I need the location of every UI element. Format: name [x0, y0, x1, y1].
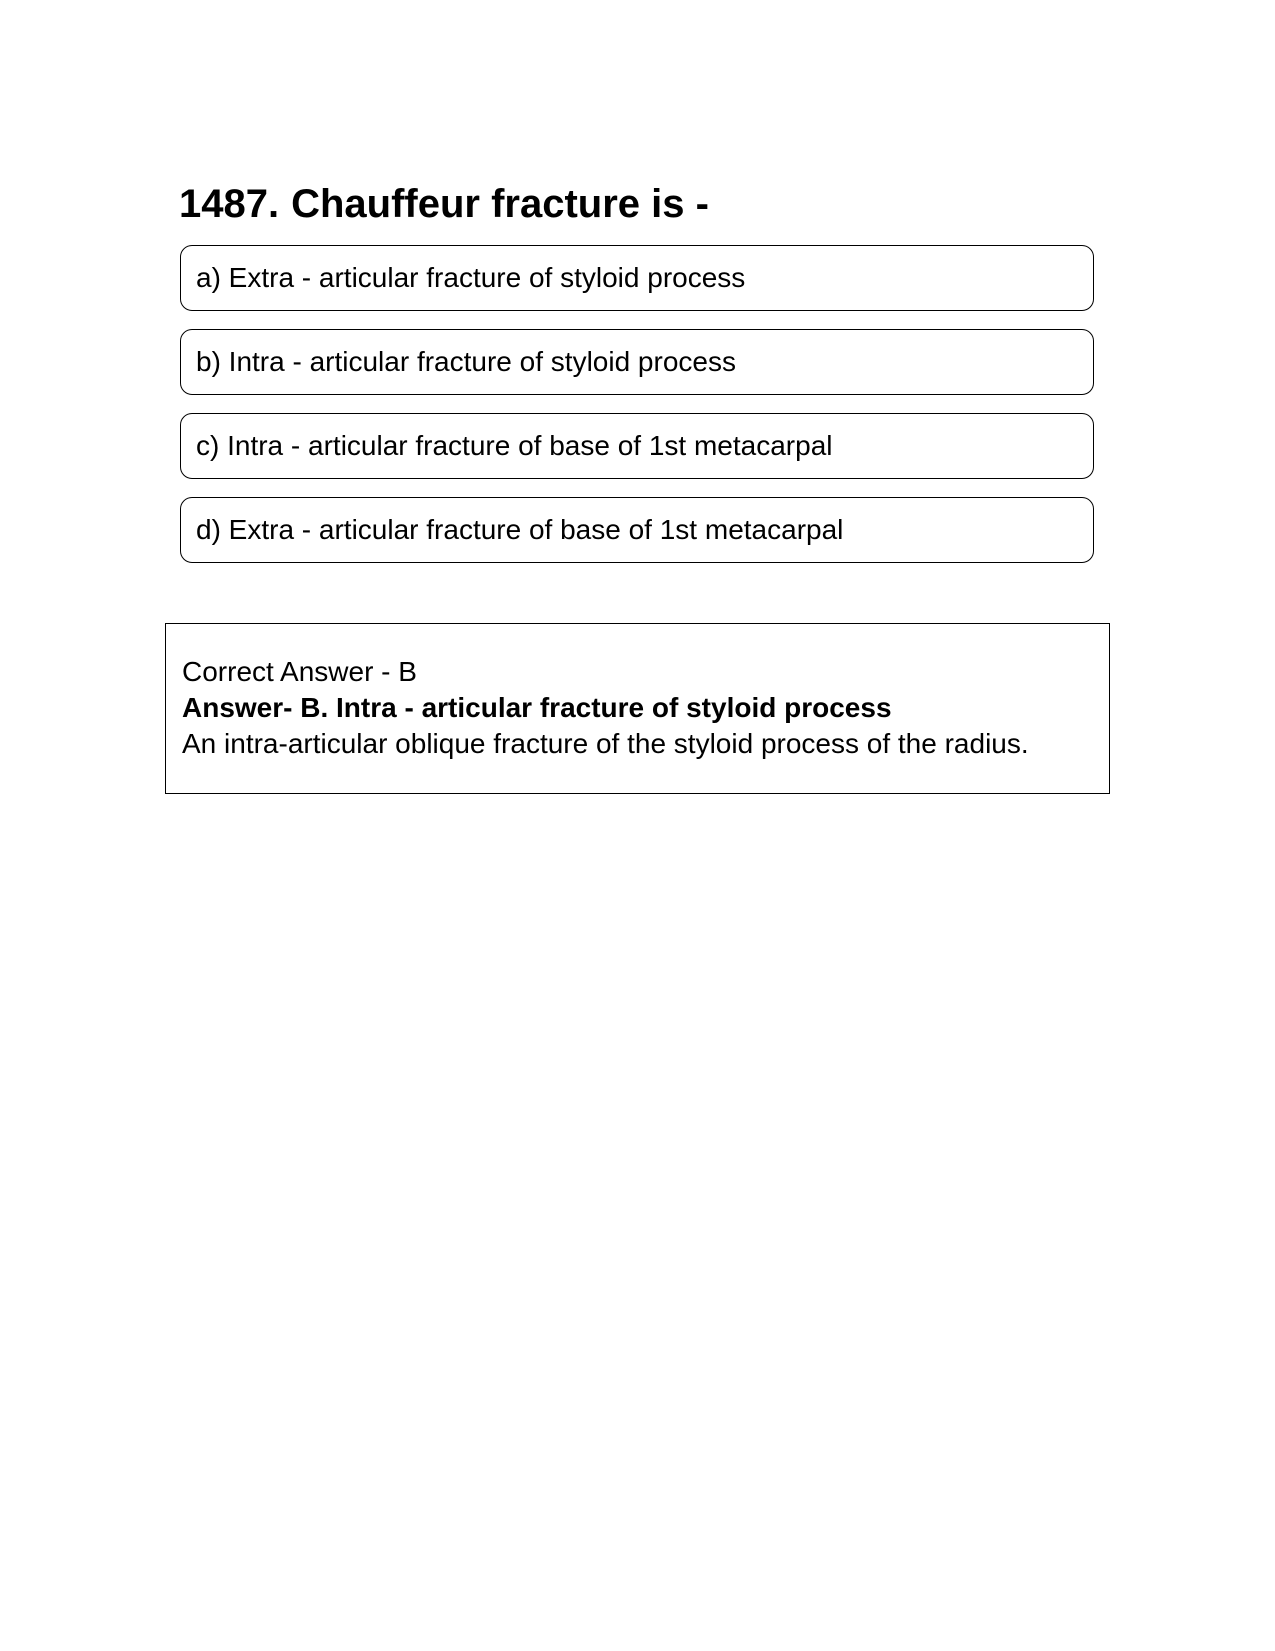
correct-answer: Correct Answer - B	[182, 656, 417, 687]
option-a[interactable]: a) Extra - articular fracture of styloid process	[180, 245, 1094, 311]
option-c[interactable]: c) Intra - articular fracture of base of 1st metacarpal	[180, 413, 1094, 479]
question-title	[179, 176, 709, 232]
option-d[interactable]: d) Extra - articular fracture of base of 1st metacarpal	[180, 497, 1094, 563]
answer-heading: Answer- B. Intra - articular fracture of styloid process	[182, 692, 892, 723]
answer-explanation: An intra-articular oblique fracture of the styloid process of the radius.	[182, 728, 1029, 759]
answer-box	[165, 623, 1110, 794]
question-text: Chauffeur fracture is -	[291, 182, 709, 226]
option-b[interactable]: b) Intra - articular fracture of styloid process	[180, 329, 1094, 395]
question-number: 1487.	[179, 182, 280, 226]
